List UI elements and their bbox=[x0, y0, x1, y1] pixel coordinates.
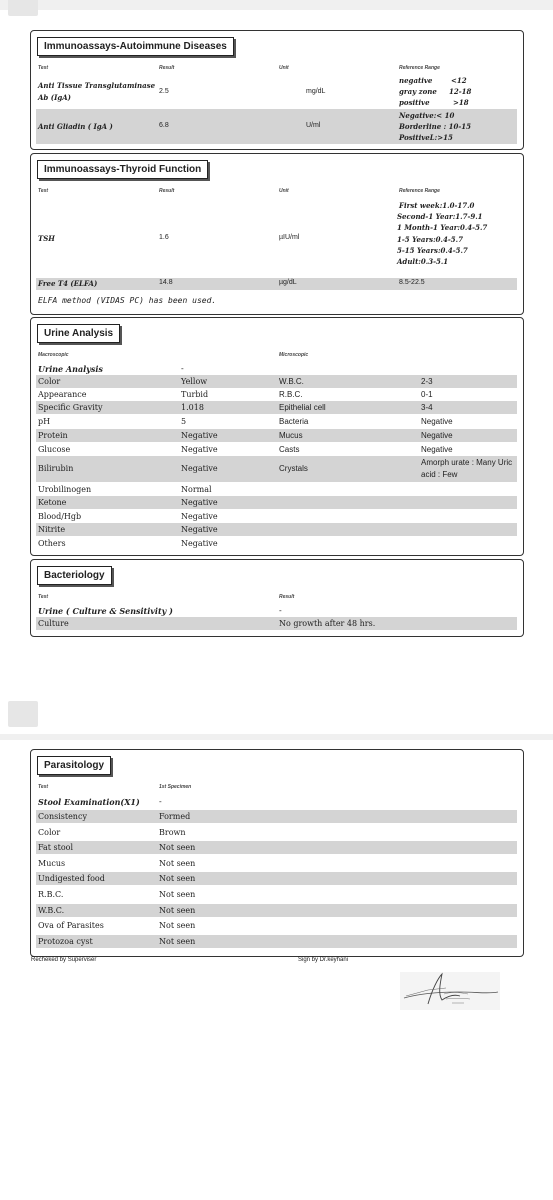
micro-value: Negative bbox=[421, 445, 453, 454]
bact-test: Urine ( Culture & Sensitivity ) bbox=[38, 606, 173, 616]
parasit-test: Fat stool bbox=[38, 843, 74, 852]
urine-analysis-value: - bbox=[181, 364, 184, 373]
header-result: Result bbox=[159, 188, 175, 194]
micro-label: Epithelial cell bbox=[279, 403, 326, 412]
urine-label: Nitrite bbox=[38, 525, 66, 534]
parasit-test: Mucus bbox=[38, 859, 66, 868]
tsh-unit: µIU/ml bbox=[279, 234, 300, 241]
autoimmune-title: Immunoassays-Autoimmune Diseases bbox=[37, 37, 234, 56]
micro-value: Negative bbox=[421, 417, 453, 426]
page-divider-strip bbox=[0, 734, 553, 740]
urine-title: Urine Analysis bbox=[37, 324, 120, 343]
parasit-row-protozoa bbox=[36, 935, 517, 948]
urine-value: Negative bbox=[181, 431, 218, 440]
page-tab-2[interactable] bbox=[8, 701, 38, 727]
parasit-row-color bbox=[36, 826, 517, 839]
urine-row-blood bbox=[36, 510, 517, 523]
ttg-ref-gray-val: 12-18 bbox=[449, 87, 472, 96]
parasit-row-mucus bbox=[36, 857, 517, 870]
urine-label: Bilirubin bbox=[38, 464, 74, 473]
parasit-test: W.B.C. bbox=[38, 906, 65, 915]
gliadin-ref-3: PositiveL:>15 bbox=[399, 133, 453, 142]
autoimmune-section bbox=[30, 30, 524, 150]
ttg-ref-neg: negative bbox=[399, 76, 433, 85]
urine-row-color bbox=[36, 375, 517, 388]
urine-label: Blood/Hgb bbox=[38, 512, 82, 521]
parasitology-section bbox=[30, 749, 524, 957]
gliadin-ref-1: Negative:< 10 bbox=[399, 111, 455, 120]
header-ref: Reference Range bbox=[399, 65, 440, 71]
gliadin-result: 6.8 bbox=[159, 122, 169, 129]
urine-value: Yellow bbox=[181, 377, 208, 386]
parasit-value: Brown bbox=[159, 828, 186, 837]
parasit-row-rbc bbox=[36, 888, 517, 901]
parasit-test: R.B.C. bbox=[38, 890, 64, 899]
parasit-value: Not seen bbox=[159, 937, 196, 946]
ttg-ref-neg-val: <12 bbox=[451, 76, 467, 85]
parasit-row-undigested bbox=[36, 872, 517, 885]
urine-label: pH bbox=[38, 417, 51, 426]
parasit-value: Not seen bbox=[159, 890, 196, 899]
parasit-value: Not seen bbox=[159, 843, 196, 852]
urine-label: Protein bbox=[38, 431, 68, 440]
parasit-row-wbc bbox=[36, 904, 517, 917]
urine-value: Negative bbox=[181, 498, 218, 507]
signature-icon bbox=[398, 970, 502, 1012]
urine-section bbox=[30, 317, 524, 556]
urine-value: Negative bbox=[181, 539, 218, 548]
bact-row-urine bbox=[36, 604, 517, 617]
parasit-test: Consistency bbox=[38, 812, 87, 821]
header-test: Test bbox=[38, 188, 49, 194]
thyroid-title: Immunoassays-Thyroid Function bbox=[37, 160, 208, 179]
tsh-ref-6: Adult:0.3-5.1 bbox=[397, 257, 449, 266]
ttg-unit: mg/dL bbox=[306, 88, 326, 95]
micro-value: 0-1 bbox=[421, 390, 433, 399]
urine-row-ketone bbox=[36, 496, 517, 509]
parasit-test: Ova of Parasites bbox=[38, 921, 104, 930]
micro-value-line2: acid : Few bbox=[421, 470, 458, 479]
macroscopic-header: Macroscopic bbox=[38, 352, 69, 358]
micro-label: Bacteria bbox=[279, 417, 309, 426]
ttg-result: 2.5 bbox=[159, 88, 169, 95]
microscopic-header: Microscopic bbox=[279, 352, 309, 358]
bact-result: - bbox=[279, 606, 282, 615]
urine-value: Turbid bbox=[181, 390, 209, 399]
urine-row-appearance bbox=[36, 388, 517, 401]
header-test: Test bbox=[38, 594, 49, 600]
urine-row-others bbox=[36, 537, 517, 550]
parasit-row-consistency bbox=[36, 810, 517, 823]
ttg-test-line1: Anti Tissue Transglutaminase bbox=[38, 81, 156, 90]
tsh-ref-4: 1-5 Years:0.4-5.7 bbox=[397, 235, 463, 244]
urine-value: Negative bbox=[181, 445, 218, 454]
row-gliadin bbox=[36, 109, 517, 144]
parasit-test: Undigested food bbox=[38, 874, 105, 883]
urine-row-specific-gravity bbox=[36, 401, 517, 414]
micro-value: Negative bbox=[421, 431, 453, 440]
urine-value: Negative bbox=[181, 525, 218, 534]
recheck-label: Recheked by Superviser bbox=[31, 957, 97, 963]
urine-row-bilirubin bbox=[36, 456, 517, 482]
header-test: Test bbox=[38, 784, 49, 790]
tsh-ref-1: First week:1.0-17.0 bbox=[399, 201, 475, 210]
urine-analysis-label: Urine Analysis bbox=[38, 364, 103, 374]
gliadin-ref-2: Borderline : 10-15 bbox=[399, 122, 472, 131]
micro-label: Crystals bbox=[279, 464, 308, 473]
tsh-ref-2: Second-1 Year:1.7-9.1 bbox=[397, 212, 483, 221]
parasit-value: Not seen bbox=[159, 906, 196, 915]
micro-label: Casts bbox=[279, 445, 300, 454]
ft4-test: Free T4 (ELFA) bbox=[38, 279, 98, 288]
header-unit: Unit bbox=[279, 65, 289, 71]
micro-value: 2-3 bbox=[421, 377, 433, 386]
urine-label: Color bbox=[38, 377, 61, 386]
gliadin-unit: U/ml bbox=[306, 122, 321, 129]
urine-label: Glucose bbox=[38, 445, 71, 454]
ft4-result: 14.8 bbox=[159, 279, 173, 286]
tsh-test: TSH bbox=[38, 234, 55, 243]
ft4-unit: µg/dL bbox=[279, 279, 297, 286]
urine-row-glucose bbox=[36, 443, 517, 456]
bacteriology-title: Bacteriology bbox=[37, 566, 112, 585]
micro-label: R.B.C. bbox=[279, 390, 303, 399]
urine-row-nitrite bbox=[36, 523, 517, 536]
ttg-test-line2: Ab (IgA) bbox=[38, 93, 71, 102]
urine-label: Appearance bbox=[38, 390, 87, 399]
parasit-value: Formed bbox=[159, 812, 191, 821]
page-tab-1[interactable] bbox=[8, 0, 38, 16]
header-result: Result bbox=[279, 594, 295, 600]
urine-row-urobilinogen bbox=[36, 483, 517, 496]
header-result: Result bbox=[159, 65, 175, 71]
urine-value: Normal bbox=[181, 485, 212, 494]
urine-value: 1.018 bbox=[181, 403, 204, 412]
bact-test: Culture bbox=[38, 619, 69, 628]
row-ft4 bbox=[36, 278, 517, 290]
thyroid-section bbox=[30, 153, 524, 315]
ft4-ref: 8.5-22.5 bbox=[399, 279, 425, 286]
tsh-ref-5: 5-15 Years:0.4-5.7 bbox=[397, 246, 468, 255]
elfa-note: ELFA method (VIDAS PC) has been used. bbox=[38, 296, 217, 305]
urine-label: Urobilinogen bbox=[38, 485, 92, 494]
micro-label: W.B.C. bbox=[279, 377, 304, 386]
ttg-ref-pos: positive bbox=[399, 98, 430, 107]
tsh-ref-3: 1 Month-1 Year:0.4-5.7 bbox=[397, 223, 488, 232]
parasitology-title: Parasitology bbox=[37, 756, 111, 775]
page-top-strip bbox=[0, 0, 553, 10]
urine-value: 5 bbox=[181, 417, 187, 426]
bact-row-culture bbox=[36, 617, 517, 630]
tsh-result: 1.6 bbox=[159, 234, 169, 241]
sign-label: Sign by Dr.keyhani bbox=[298, 957, 349, 963]
gliadin-test: Anti Gliadin ( IgA ) bbox=[38, 122, 113, 131]
micro-value-line1: Amorph urate : Many Uric bbox=[421, 458, 513, 467]
parasit-value: Not seen bbox=[159, 921, 196, 930]
urine-row-protein bbox=[36, 429, 517, 442]
header-unit: Unit bbox=[279, 188, 289, 194]
urine-label: Ketone bbox=[38, 498, 67, 507]
urine-label: Others bbox=[38, 539, 66, 548]
urine-value: Negative bbox=[181, 512, 218, 521]
header-ref: Reference Range bbox=[399, 188, 440, 194]
ttg-ref-pos-val: >18 bbox=[453, 98, 469, 107]
stool-exam-label: Stool Examination(X1) bbox=[38, 797, 140, 807]
parasit-row-ova bbox=[36, 919, 517, 932]
urine-value: Negative bbox=[181, 464, 218, 473]
bact-result: No growth after 48 hrs. bbox=[279, 619, 376, 628]
urine-label: Specific Gravity bbox=[38, 403, 103, 412]
parasit-row-fat-stool bbox=[36, 841, 517, 854]
parasit-value: Not seen bbox=[159, 874, 196, 883]
parasit-test: Color bbox=[38, 828, 61, 837]
stool-exam-row bbox=[36, 795, 517, 808]
header-test: Test bbox=[38, 65, 49, 71]
parasit-value: Not seen bbox=[159, 859, 196, 868]
ttg-ref-gray: gray zone bbox=[399, 87, 437, 96]
bacteriology-section bbox=[30, 559, 524, 637]
urine-row-ph bbox=[36, 415, 517, 428]
stool-exam-value: - bbox=[159, 797, 162, 806]
micro-label: Mucus bbox=[279, 431, 303, 440]
parasit-test: Protozoa cyst bbox=[38, 937, 93, 946]
urine-analysis-row bbox=[36, 362, 517, 375]
header-specimen: 1st Specimen bbox=[159, 784, 192, 790]
micro-value: 3-4 bbox=[421, 403, 433, 412]
